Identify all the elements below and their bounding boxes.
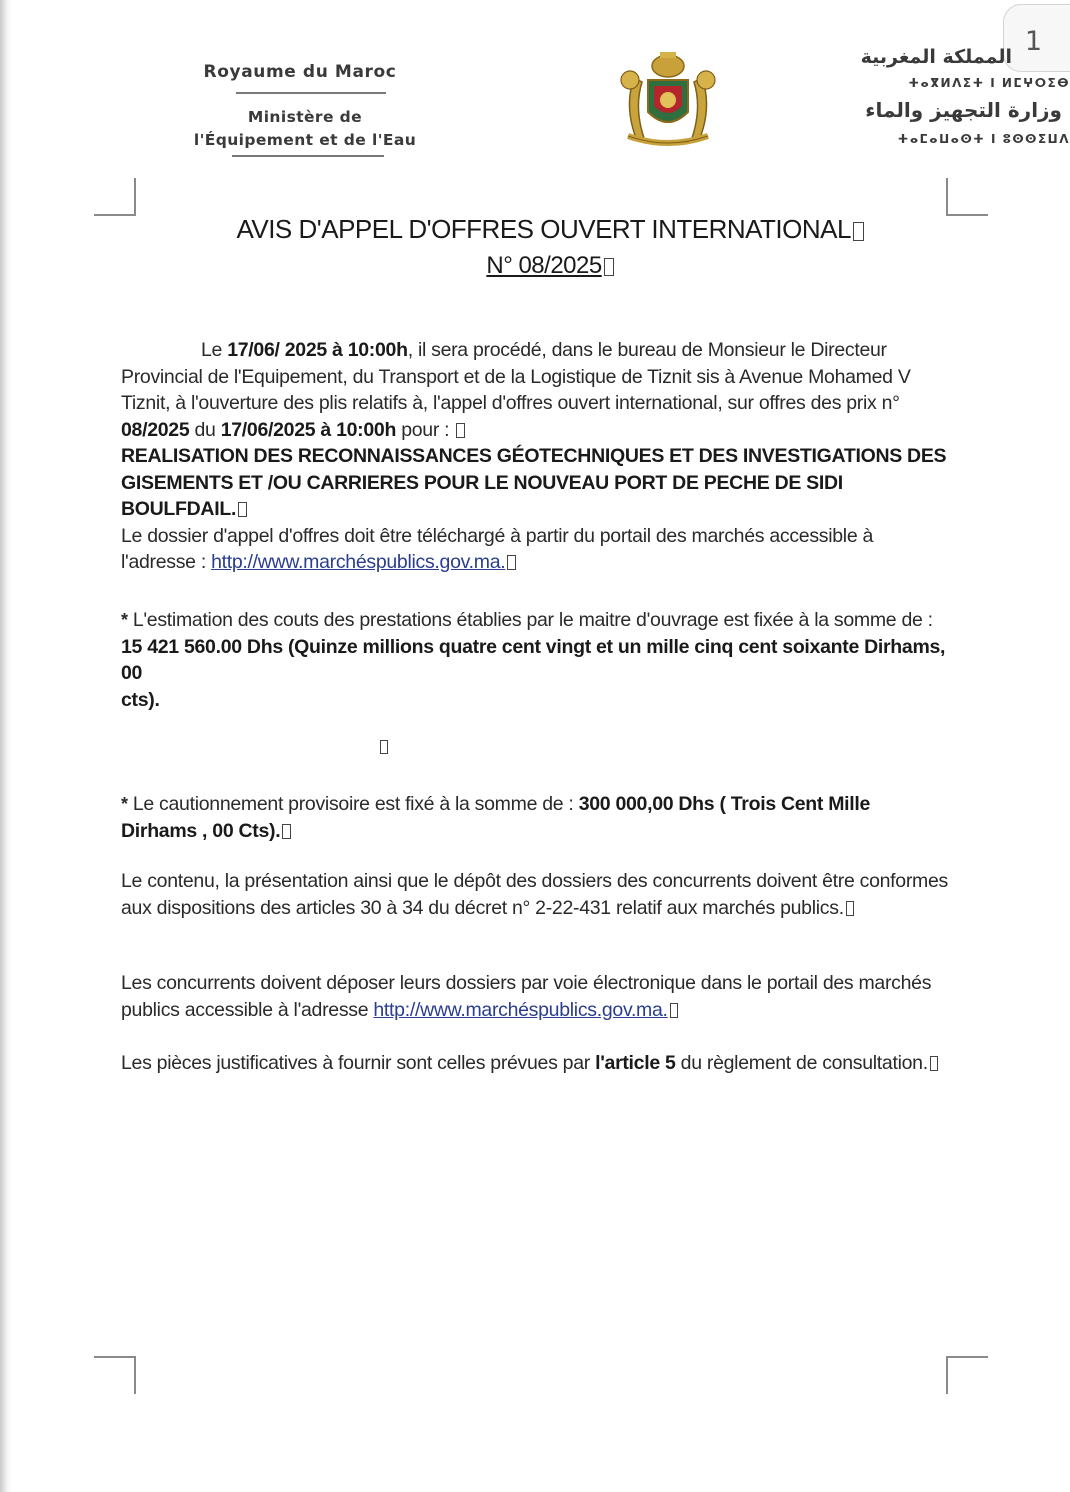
text-run: L'estimation des couts des prestations établies par le maitre d'ouvrage est fixée à la somme de : [127, 609, 933, 631]
paragraph-mark [846, 901, 854, 916]
submission-paragraph [121, 970, 951, 1023]
page-number: 1 [1024, 26, 1042, 57]
guarantee-paragraph [121, 791, 951, 844]
header-arabic-kingdom: المملكة المغربية [860, 46, 1012, 68]
estimated-amount-end: cts). [121, 688, 160, 711]
crop-mark-bottom-right [946, 1356, 988, 1394]
bullet-star: * [121, 610, 128, 630]
estimation-paragraph [121, 607, 951, 713]
paragraph-mark [604, 258, 614, 276]
paragraph-mark [930, 1056, 938, 1071]
header-ministry-line2: l'Équipement et de l'Eau [193, 131, 417, 149]
tender-number: 08/2025 [121, 418, 190, 441]
crop-mark-top-right [946, 178, 988, 216]
notice-number-text: N° 08/2025 [486, 252, 602, 279]
paragraph-mark [282, 824, 290, 839]
header-tifinagh-kingdom: ⵜⴰⴳⵍⴷⵉⵜ ⵏ ⵍⵎⵖⵔⵉⴱ [908, 76, 1070, 90]
opening-date: 17/06/ 2025 à 10:00h [227, 339, 408, 361]
portal-link-2[interactable]: http://www.marchéspublics.gov.ma. [373, 998, 668, 1021]
notice-number [120, 252, 980, 280]
text-run: Les concurrents doivent déposer leurs dossiers par voie électronique dans le portail des marchés publics accessible à l'adresse [121, 972, 932, 1021]
text-run: Les pièces justificatives à fournir sont celles prévues par [121, 1052, 596, 1074]
opening-paragraph [121, 337, 951, 576]
paragraph-mark [238, 502, 246, 517]
opening-date-2: 17/06/2025 à 10:00h [220, 418, 397, 441]
header-arabic-ministry: وزارة التجهيز والماء [865, 98, 1062, 122]
header-ministry [140, 106, 470, 152]
crop-mark-bottom-left [94, 1356, 136, 1394]
coat-of-arms-emblem [604, 46, 732, 154]
text-run: Le [201, 339, 228, 361]
tender-object: REALISATION DES RECONNAISSANCES GÉOTECHNIQUES ET DES INVESTIGATIONS DES GISEMENTS ET /OU CARRIERES POUR LE NOUVEAU PORT DE PECHE DE SIDI BOULFDAIL. [121, 445, 947, 520]
text-run: , il sera procédé, dans le bureau de Monsieur le Directeur Provincial de l'Equipement, du Transport et de la Logistique de Tiznit sis à Avenue Mohamed V Tiznit, à l'ouverture des plis relatifs à, l'appel d'offres ouvert international, sur offres des prix n° [121, 339, 911, 414]
header-ministry-line1: Ministère de [247, 108, 363, 126]
bullet-star: * [121, 794, 128, 814]
article-reference: l'article 5 [595, 1052, 676, 1074]
portal-link[interactable]: http://www.marchéspublics.gov.ma. [211, 551, 506, 573]
header-tifinagh-ministry: ⵜⴰⵎⴰⵡⴰⵙⵜ ⵏ ⵓⵙⵙⵉⵡⴷ [897, 132, 1070, 146]
text-run: Le dossier d'appel d'offres doit être téléchargé à partir du portail des marchés accessible à l'adresse : [121, 524, 874, 573]
text-run: Le contenu, la présentation ainsi que le dépôt des dossiers des concurrents doivent être conformes aux dispositions des articles 30 à 34 du décret n° 2-22-431 relatif aux marchés publics. [121, 870, 948, 919]
paragraph-mark [670, 1003, 678, 1018]
paragraph-mark [378, 736, 388, 757]
text-run: du règlement de consultation. [675, 1052, 928, 1074]
paragraph-mark [507, 555, 515, 570]
paragraph-mark [456, 423, 464, 438]
estimated-amount: 15 421 560.00 Dhs (Quinze millions quatre cent vingt et un mille cinq cent soixante Dirhams, 00 [121, 635, 946, 684]
documents-paragraph [121, 1050, 951, 1077]
notice-title-text: AVIS D'APPEL D'OFFRES OUVERT INTERNATIONAL [236, 214, 851, 244]
crop-mark-top-left [94, 178, 136, 216]
header-rule [236, 92, 386, 94]
text-run: Le cautionnement provisoire est fixé à la somme de : [127, 793, 579, 815]
paragraph-mark [853, 222, 864, 241]
header-rule-bottom [232, 155, 384, 157]
text-run: pour : [396, 418, 455, 441]
notice-title [120, 214, 980, 245]
page-edge-shadow [0, 0, 12, 1492]
compliance-paragraph [121, 868, 951, 921]
text-run: du [189, 418, 221, 441]
header-kingdom: Royaume du Maroc [203, 62, 397, 82]
guarantee-amount: 300 000,00 Dhs ( Trois Cent Mille Dirhams , 00 Cts). [121, 793, 871, 842]
